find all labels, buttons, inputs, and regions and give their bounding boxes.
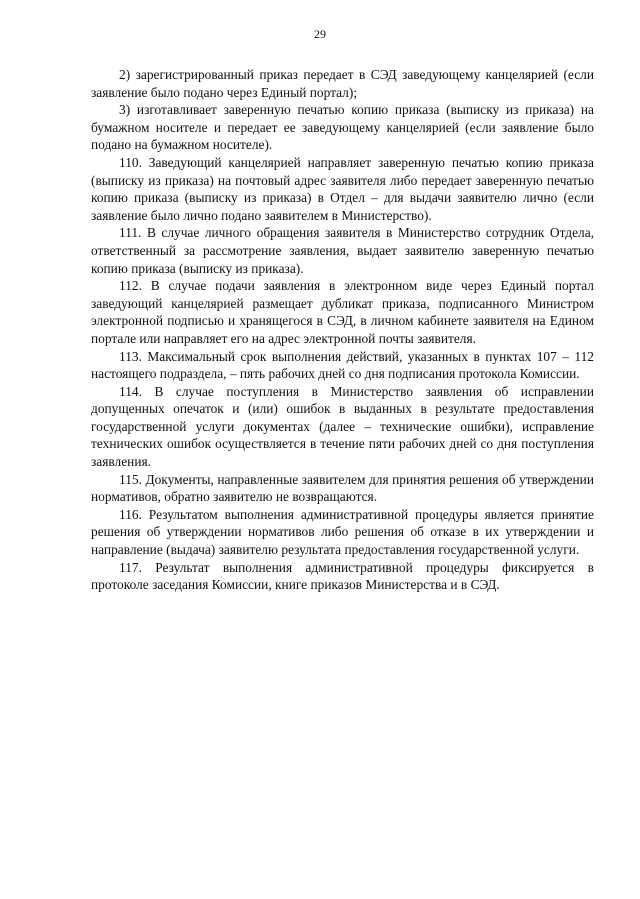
paragraph-111: 111. В случае личного обращения заявителя в Министерство сотрудник Отдела, ответственный за рассмотрение заявления, выдает заявителю заверенную печатью копию приказа (выписку из приказа).: [91, 225, 594, 276]
paragraph-112: 112. В случае подачи заявления в электронном виде через Единый портал заведующий канцелярией размещает дубликат приказа, подписанного Министром электронной подписью и хранящегося в СЭД, в личном кабинете заявителя на Едином портале или направляет его на адрес электронной почты заявителя.: [91, 278, 594, 346]
paragraph-114: 114. В случае поступления в Министерство заявления об исправлении допущенных опечаток и (или) ошибок в выданных в результате предоставления государственной услуги документах (далее – технические ошибки), исправление технических ошибок осуществляется в течение пяти рабочих дней со дня поступления заявления.: [91, 383, 594, 470]
paragraph-110: 110. Заведующий канцелярией направляет заверенную печатью копию приказа (выписку из приказа) на почтовый адрес заявителя либо передает заверенную печатью копию приказа (выписку из приказа) в Отдел – для выдачи заявителю лично (если заявление было лично подано заявителем в Министерство).: [91, 154, 594, 223]
paragraph-117: 117. Результат выполнения административной процедуры фиксируется в протоколе заседания Комиссии, книге приказов Министерства и в СЭД.: [91, 559, 594, 593]
paragraph-item-3: 3) изготавливает заверенную печатью копию приказа (выписку из приказа) на бумажном носителе и передает ее заведующему канцелярией (если заявление было подано на бумажном носителе).: [91, 102, 594, 153]
paragraph-113: 113. Максимальный срок выполнения действий, указанных в пунктах 107 – 112 настоящего подраздела, – пять рабочих дней со дня подписания протокола Комиссии.: [91, 348, 594, 382]
paragraph-115: 115. Документы, направленные заявителем для принятия решения об утверждении нормативов, обратно заявителю не возвращаются.: [91, 471, 594, 505]
paragraph-item-2: 2) зарегистрированный приказ передает в СЭД заведующему канцелярией (если заявление было подано через Единый портал);: [91, 67, 594, 100]
paragraph-116: 116. Результатом выполнения административной процедуры является принятие решения об утверждении нормативов либо решения об отказе в их утверждении и направление (выдача) заявителю результата предоставления государственной услуги.: [91, 506, 594, 558]
document-body: [91, 66, 594, 594]
page-number: 29: [314, 27, 326, 41]
